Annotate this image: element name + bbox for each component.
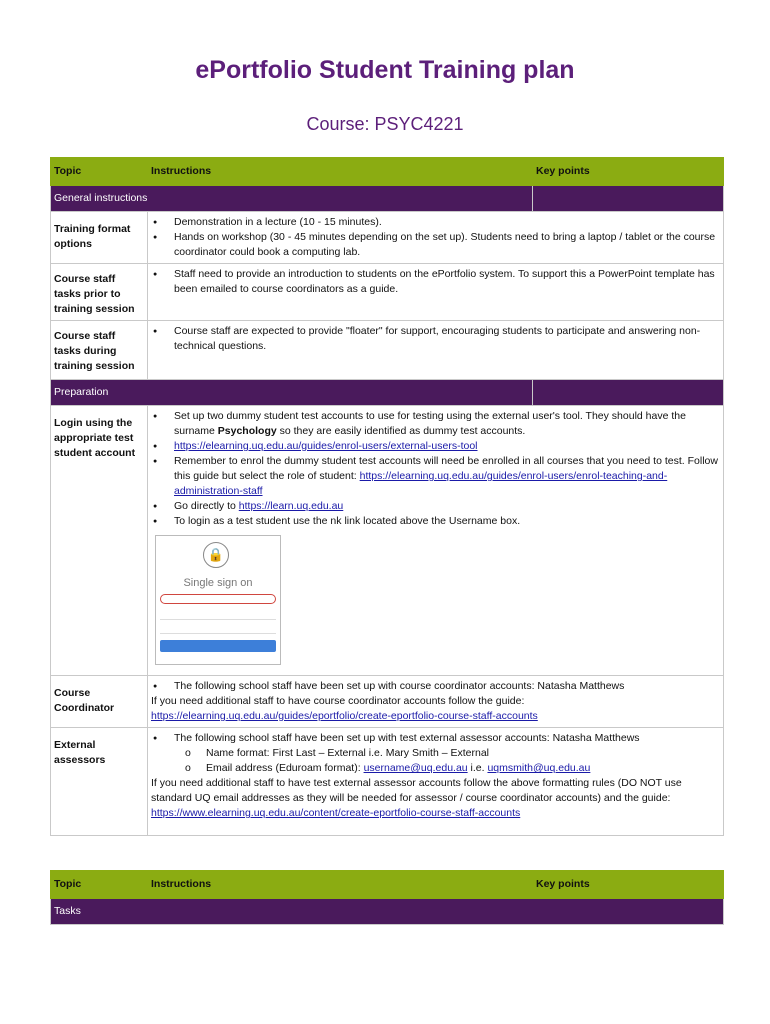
- training-plan-table: [50, 157, 724, 836]
- table-header-row: [51, 158, 724, 186]
- section-row-preparation: [51, 380, 724, 406]
- topic-course-coordinator: Course Coordinator: [51, 676, 148, 728]
- section-row-general: [51, 186, 724, 212]
- topic-training-format: Training format options: [51, 212, 148, 264]
- external-users-tool-link[interactable]: https://elearning.uq.edu.au/guides/enrol-users/external-users-tool: [174, 440, 478, 452]
- list-item: ● Set up two dummy student test accounts to use for testing using the external user's tool. They should have the surname Psychology so they are easily identified as dummy test accounts.: [151, 409, 720, 439]
- list-item: o Email address (Eduroam format): username@uq.edu.au i.e. uqmsmith@uq.edu.au: [151, 761, 720, 776]
- list-item: o Name format: First Last – External i.e. Mary Smith – External: [151, 746, 720, 761]
- list-item: ● Hands on workshop (30 - 45 minutes depending on the set up). Students need to bring a laptop / tablet or the course coordinator could book a computing lab.: [151, 230, 720, 260]
- topic-external-assessors: External assessors: [51, 728, 148, 836]
- username-email-link[interactable]: username@uq.edu.au: [363, 762, 468, 774]
- password-field: [160, 624, 276, 634]
- sso-title: Single sign on: [183, 577, 253, 589]
- learn-uq-link[interactable]: https://learn.uq.edu.au: [238, 500, 344, 512]
- ext-text: If you need additional staff to have test external assessor accounts follow the above formatting rules (DO NOT use standard UQ email addresses as they will be needed for assessor / course coordinator accounts) and the guide:: [151, 777, 682, 804]
- coord-text: If you need additional staff to have course coordinator accounts follow the guide:: [151, 695, 525, 707]
- header-instructions: Instructions: [148, 158, 533, 186]
- section-tasks-label: Tasks: [51, 899, 724, 925]
- highlighted-link-oval: [160, 594, 276, 604]
- course-subtitle: Course: PSYC4221: [306, 114, 464, 134]
- list-item: ● Staff need to provide an introduction to students on the ePortfolio system. To support this a PowerPoint template has been emailed to course coordinators as a guide.: [151, 267, 720, 297]
- table-row: [51, 728, 724, 836]
- header-topic: Topic: [51, 871, 148, 899]
- list-item: [151, 439, 720, 454]
- header-topic: Topic: [51, 158, 148, 186]
- section-general-label: General instructions: [51, 186, 533, 212]
- table-row: [51, 406, 724, 676]
- topic-staff-during: Course staff tasks during training session: [51, 321, 148, 380]
- coord-guide-link[interactable]: https://elearning.uq.edu.au/guides/eportfolio/create-eportfolio-course-staff-accounts: [151, 710, 538, 722]
- list-item: ● The following school staff have been set up with course coordinator accounts: Natasha Matthews: [151, 679, 720, 694]
- tasks-table: [50, 870, 724, 925]
- header-key-points: Key points: [533, 871, 724, 899]
- username-field: [160, 610, 276, 620]
- table-header-row: [51, 871, 724, 899]
- section-preparation-label: Preparation: [51, 380, 533, 406]
- section-row-tasks: [51, 899, 724, 925]
- lock-icon: 🔒: [203, 542, 229, 568]
- single-sign-on-screenshot: [155, 535, 281, 665]
- table-row: [51, 264, 724, 321]
- ext-guide-link[interactable]: https://www.elearning.uq.edu.au/content/create-eportfolio-course-staff-accounts: [151, 807, 521, 819]
- list-item: ● Go directly to https://learn.uq.edu.au: [151, 499, 720, 514]
- page-title: ePortfolio Student Training plan: [195, 56, 575, 84]
- example-email-link[interactable]: uqmsmith@uq.edu.au: [487, 762, 591, 774]
- topic-login: Login using the appropriate test student account: [51, 406, 148, 676]
- table-row: [51, 212, 724, 264]
- login-button: [160, 640, 276, 652]
- list-item: ● Demonstration in a lecture (10 - 15 minutes).: [151, 215, 720, 230]
- list-item: ● Course staff are expected to provide "floater" for support, encouraging students to participate and answering non-technical questions.: [151, 324, 720, 354]
- list-item: ● To login as a test student use the nk link located above the Username box.: [151, 514, 720, 529]
- list-item: ● The following school staff have been set up with test external assessor accounts: Natasha Matthews: [151, 731, 720, 746]
- list-item: ● Remember to enrol the dummy student test accounts will need be enrolled in all courses that you need to test. Follow this guide but select the role of student: https://elearning.uq.edu.au/guides/enrol-users/enrol-teaching-and-administration-staff: [151, 454, 720, 499]
- header-key-points: Key points: [533, 158, 724, 186]
- topic-staff-prior: Course staff tasks prior to training session: [51, 264, 148, 321]
- enrol-staff-guide-link[interactable]: https://elearning.uq.edu.au/guides/enrol-users/enrol-teaching-and-administration-staff: [174, 470, 668, 497]
- table-row: [51, 676, 724, 728]
- header-instructions: Instructions: [148, 871, 533, 899]
- table-row: [51, 321, 724, 380]
